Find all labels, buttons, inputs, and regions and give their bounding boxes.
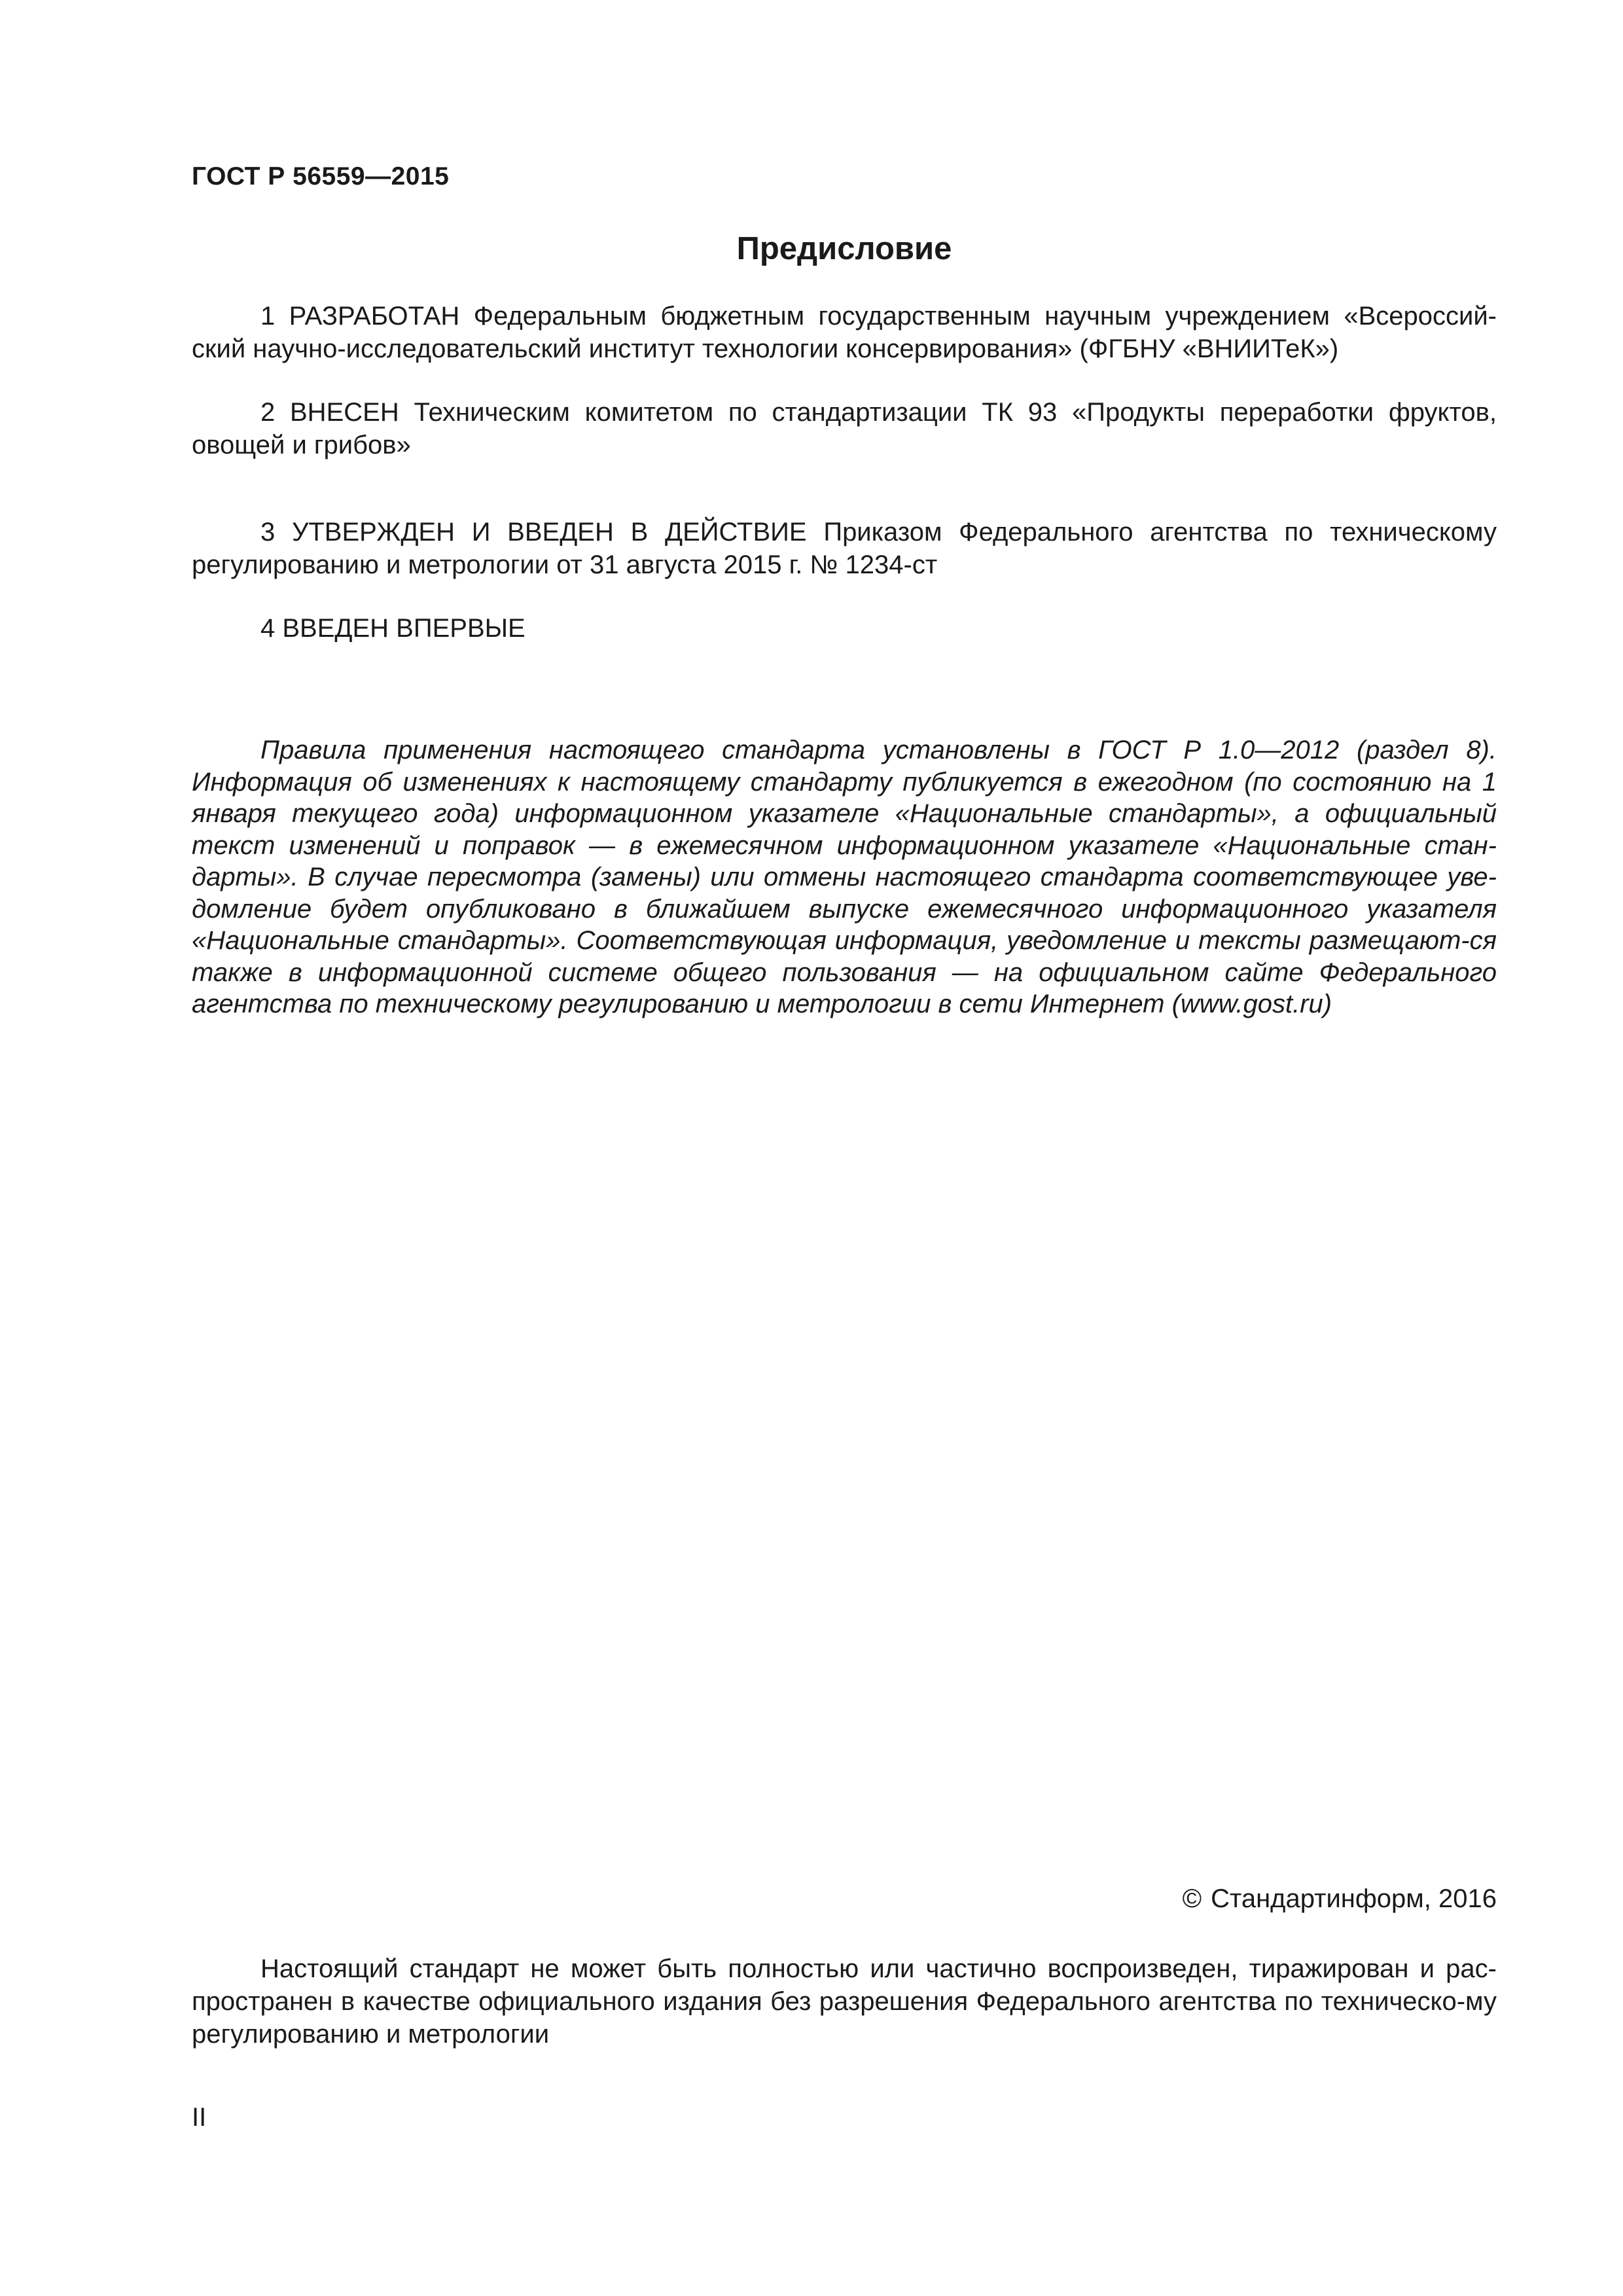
foreword-item-1: 1 РАЗРАБОТАН Федеральным бюджетным государственным научным учреждением «Всероссий-ский научно-исследовательский институт технологии консервирования» (ФГБНУ «ВНИИТеК») [192,302,1497,363]
copyright-text: Стандартинформ, 2016 [1211,1884,1497,1913]
copyright-line [1183,1884,1497,1914]
copyright-symbol: © [1182,1884,1202,1913]
page-number: II [192,2103,207,2132]
rules-of-application-text: Правила применения настоящего стандарта установлены в ГОСТ Р 1.0—2012 (раздел 8). Информация об изменениях к настоящему стандарту публикуется в ежегодном (по состоянию на 1 января текущего года) информационном указателе «Национальные стандарты», а официальный текст изменений и поправок — в ежемесячном информационном указателе «Национальные стан-дарты». В случае пересмотра (замены) или отмены настоящего стандарта соответствующее уве-домление будет опубликовано в ближайшем выпуске ежемесячного информационного указателя «Национальные стандарты». Соответствующая информация, уведомление и тексты размещают-ся также в информационной системе общего пользования — на официальном сайте Федерального агентства по техническому регулированию и метрологии в сети Интернет (www.gost.ru) [192,736,1497,1018]
foreword-item-2: 2 ВНЕСЕН Техническим комитетом по стандартизации ТК 93 «Продукты переработки фруктов, овощей и грибов» [192,398,1497,459]
reproduction-notice: Настоящий стандарт не может быть полностью или частично воспроизведен, тиражирован и рас-пространен в качестве официального издания без разрешения Федерального агентства по техническо-му регулированию и метрологии [192,1954,1497,2049]
page-title: Предисловие [736,231,952,266]
document-id: ГОСТ Р 56559—2015 [192,162,450,190]
foreword-item-3: 3 УТВЕРЖДЕН И ВВЕДЕН В ДЕЙСТВИЕ Приказом Федерального агентства по техническому регулированию и метрологии от 31 августа 2015 г. № 1234-ст [192,518,1497,579]
foreword-item-4: 4 ВВЕДЕН ВПЕРВЫЕ [260,614,526,643]
